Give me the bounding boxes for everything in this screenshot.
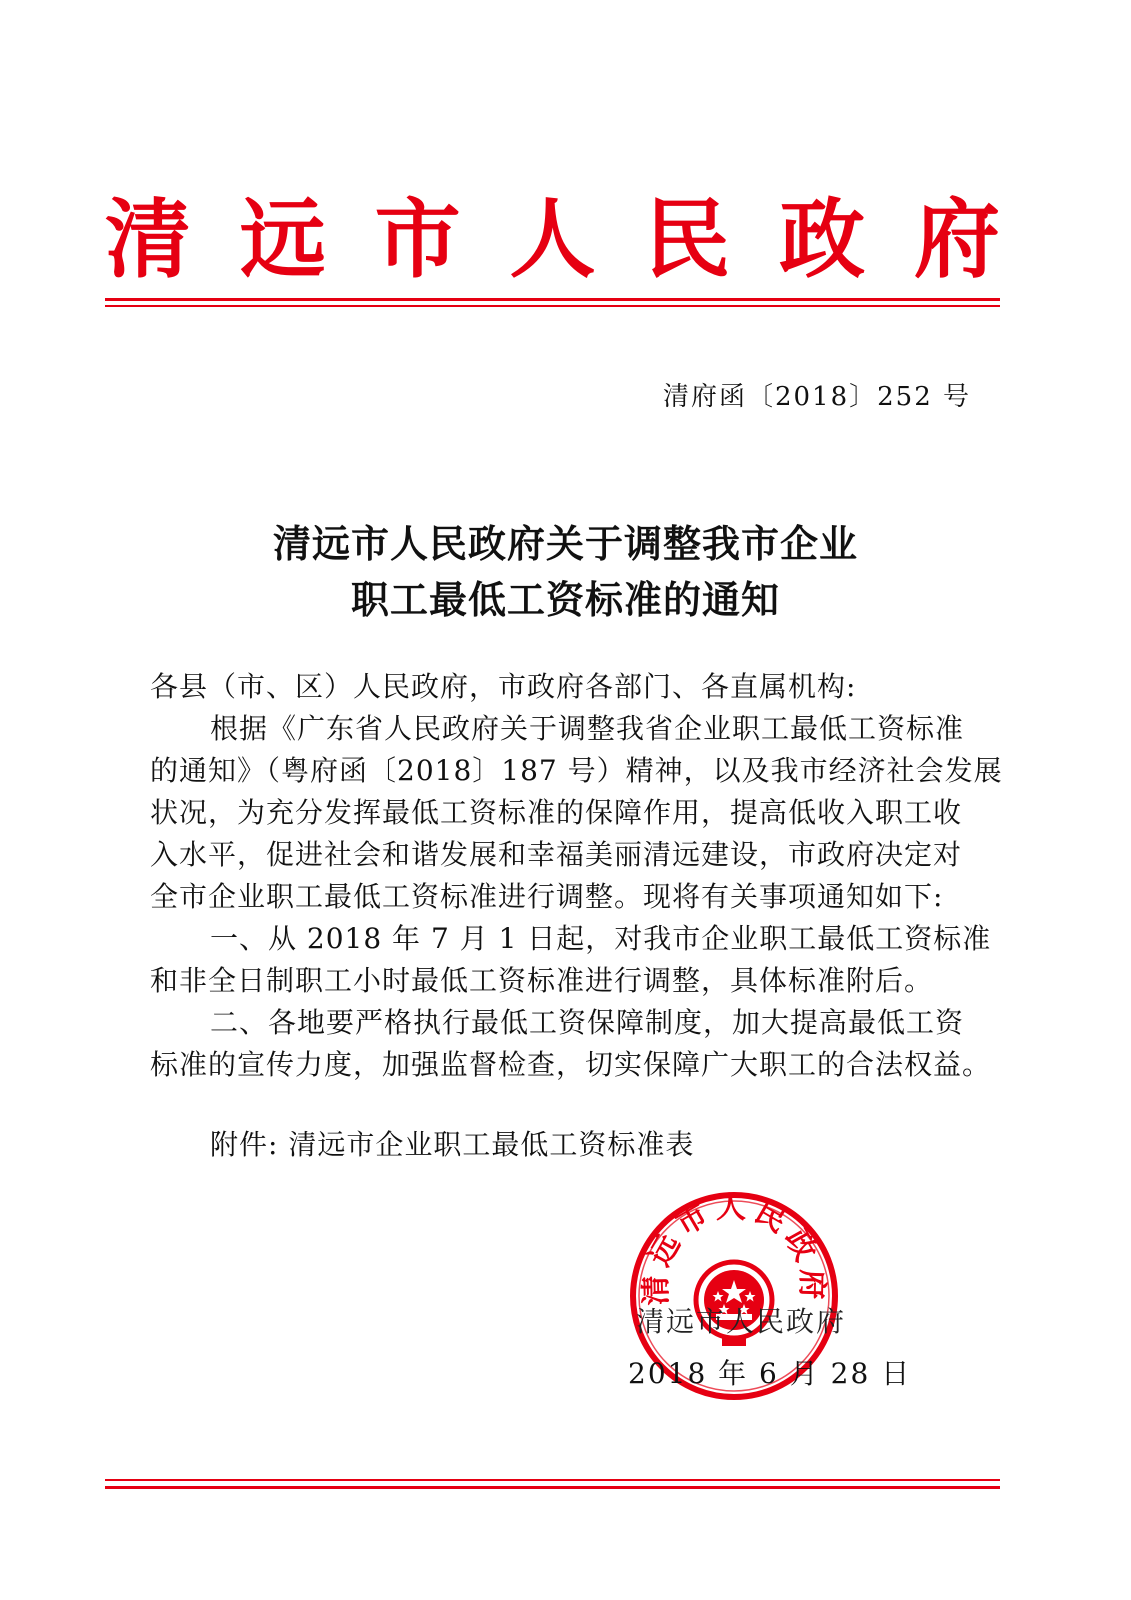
header-rule-thick — [105, 298, 1000, 301]
header-char: 远 — [239, 190, 326, 290]
paragraph-line: 根据《广东省人民政府关于调整我省企业职工最低工资标准 — [210, 712, 965, 745]
paragraph-line: 和非全日制职工小时最低工资标准进行调整，具体标准附后。 — [150, 964, 934, 997]
paragraph-line: 二、各地要严格执行最低工资保障制度，加大提高最低工资 — [210, 1006, 965, 1039]
header-rule-thin — [105, 305, 1000, 307]
paragraph-line: 入水平，促进社会和谐发展和幸福美丽清远建设，市政府决定对 — [150, 838, 963, 871]
header-char: 政 — [779, 190, 866, 290]
header-char: 清 — [105, 190, 191, 290]
paragraph-line: 全市企业职工最低工资标准进行调整。现将有关事项通知如下: — [150, 880, 944, 913]
signature-date: 2018 年 6 月 28 日 — [628, 1357, 912, 1390]
document-title-line-1: 清远市人民政府关于调整我市企业 — [272, 521, 858, 566]
signature: 清远市人民政府 — [636, 1305, 847, 1338]
paragraph-line: 状况，为充分发挥最低工资标准的保障作用，提高低收入职工收 — [150, 796, 963, 829]
attachment-note: 附件: 清远市企业职工最低工资标准表 — [210, 1128, 695, 1161]
paragraph-line: 一、从 2018 年 7 月 1 日起，对我市企业职工最低工资标准 — [210, 922, 992, 955]
document-title-line-2: 职工最低工资标准的通知 — [350, 577, 780, 622]
header-char: 市 — [374, 190, 461, 290]
header-char: 人 — [509, 190, 596, 290]
paragraph-line: 的通知》（粤府函〔2018〕187 号）精神，以及我市经济社会发展 — [150, 754, 1003, 787]
seal-text: 清远市人民政府 — [638, 1190, 830, 1306]
salutation: 各县（市、区）人民政府，市政府各部门、各直属机构: — [150, 670, 857, 703]
document-number: 清府函〔2018〕252 号 — [662, 382, 971, 412]
footer-rule-thin — [105, 1479, 1000, 1481]
issuer-header — [105, 190, 1000, 290]
header-char: 府 — [913, 190, 1000, 290]
paragraph-line: 标准的宣传力度，加强监督检查，切实保障广大职工的合法权益。 — [150, 1048, 992, 1081]
footer-rule-thick — [105, 1486, 1000, 1489]
header-char: 民 — [644, 190, 731, 290]
